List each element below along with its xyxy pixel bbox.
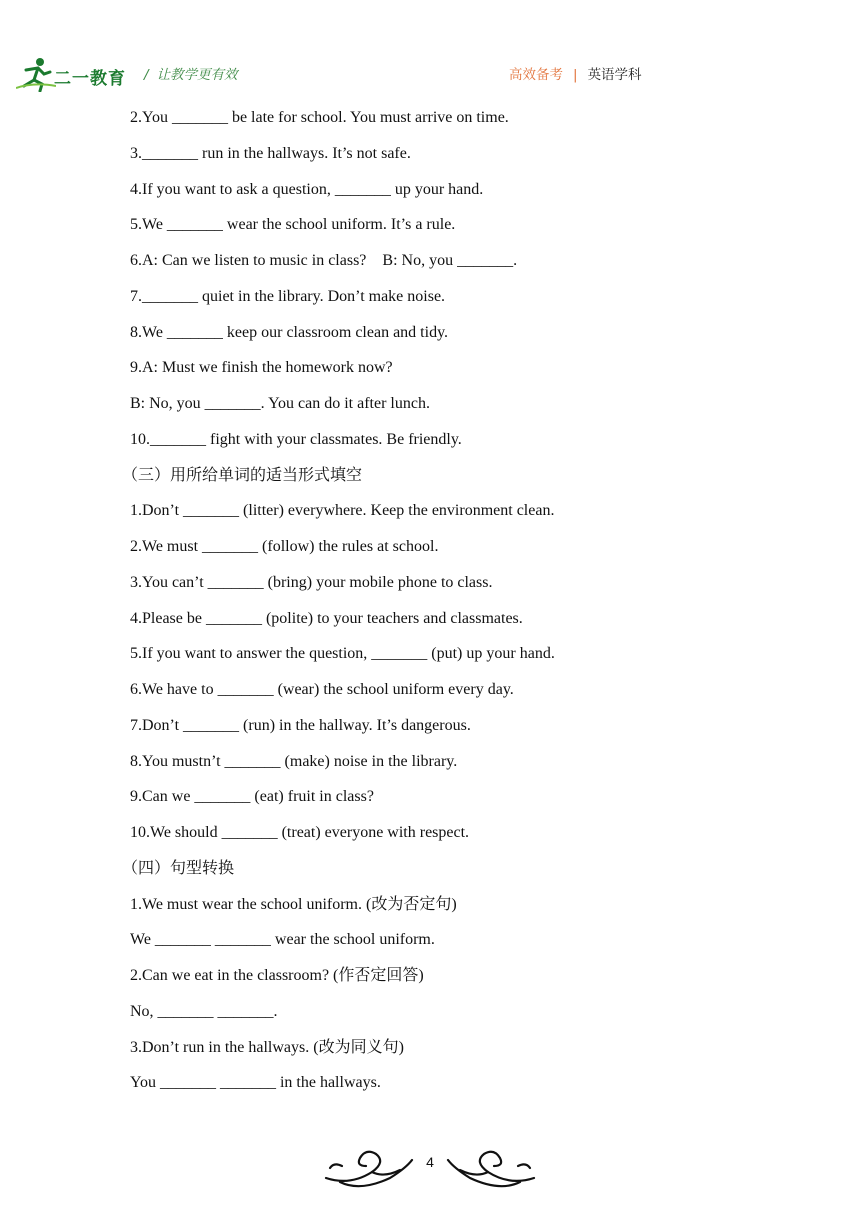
exercise-line: 8.We _______ keep our classroom clean and tidy. <box>130 323 449 341</box>
section-heading: （四）句型转换 <box>122 859 235 877</box>
logo-text: 二一教育 <box>54 69 126 89</box>
header-separator: | <box>573 67 578 83</box>
subject-label: 英语学科 <box>587 67 642 83</box>
brand-logo <box>16 56 126 92</box>
slogan <box>144 63 238 83</box>
exercise-line: B: No, you _______. You can do it after lunch. <box>130 395 430 412</box>
exercise-line: 7._______ quiet in the library. Don’t make noise. <box>130 287 446 305</box>
exercise-line: 9.Can we _______ (eat) fruit in class? <box>130 788 374 806</box>
exercise-line: 3._______ run in the hallways. It’s not safe. <box>130 144 411 162</box>
exercise-line: 9.A: Must we finish the homework now? <box>130 359 393 377</box>
exercise-line: 5.We _______ wear the school uniform. It’s a rule. <box>130 216 456 234</box>
page-footer <box>320 1138 540 1194</box>
exercise-line: 6.We have to _______ (wear) the school uniform every day. <box>130 681 514 698</box>
page-header <box>0 0 860 100</box>
section-heading: （三）用所给单词的适当形式填空 <box>122 466 363 484</box>
exercise-line: 6.A: Can we listen to music in class? B: No, you _______. <box>130 252 518 269</box>
exercise-line: You _______ _______ in the hallways. <box>130 1074 381 1092</box>
exercise-line: 10.We should _______ (treat) everyone with respect. <box>130 824 470 841</box>
page-number: 4 <box>426 1154 434 1170</box>
exercise-line: No, _______ _______. <box>130 1002 278 1020</box>
exercise-line: 3.Don’t run in the hallways. (改为同义句) <box>130 1038 404 1056</box>
exercise-line: 2.Can we eat in the classroom? (作否定回答) <box>130 967 424 984</box>
exercise-line: 1.Don’t _______ (litter) everywhere. Keep the environment clean. <box>130 502 555 520</box>
exercise-line: 10._______ fight with your classmates. Be friendly. <box>130 430 462 448</box>
exercise-line: 4.Please be _______ (polite) to your teachers and classmates. <box>130 609 523 627</box>
exercise-line: 3.You can’t _______ (bring) your mobile phone to class. <box>130 573 493 591</box>
exercise-line: 2.You _______ be late for school. You must arrive on time. <box>130 109 509 126</box>
slogan-text: 让教学更有效 <box>156 67 238 83</box>
runner-icon <box>16 56 56 92</box>
exercise-line: 5.If you want to answer the question, _______ (put) up your hand. <box>130 645 555 663</box>
exercise-line: 4.If you want to ask a question, _______ up your hand. <box>130 180 484 198</box>
header-right <box>509 63 642 83</box>
prep-label: 高效备考 <box>509 67 563 83</box>
exercise-content <box>122 100 770 1101</box>
slogan-slash: / <box>144 67 149 83</box>
exercise-line: 8.You mustn’t _______ (make) noise in the library. <box>130 752 458 770</box>
exercise-line: 1.We must wear the school uniform. (改为否定句) <box>130 895 457 913</box>
exercise-line: 7.Don’t _______ (run) in the hallway. It’s dangerous. <box>130 716 471 734</box>
exercise-line: 2.We must _______ (follow) the rules at school. <box>130 538 439 555</box>
exercise-line: We _______ _______ wear the school uniform. <box>130 931 435 949</box>
